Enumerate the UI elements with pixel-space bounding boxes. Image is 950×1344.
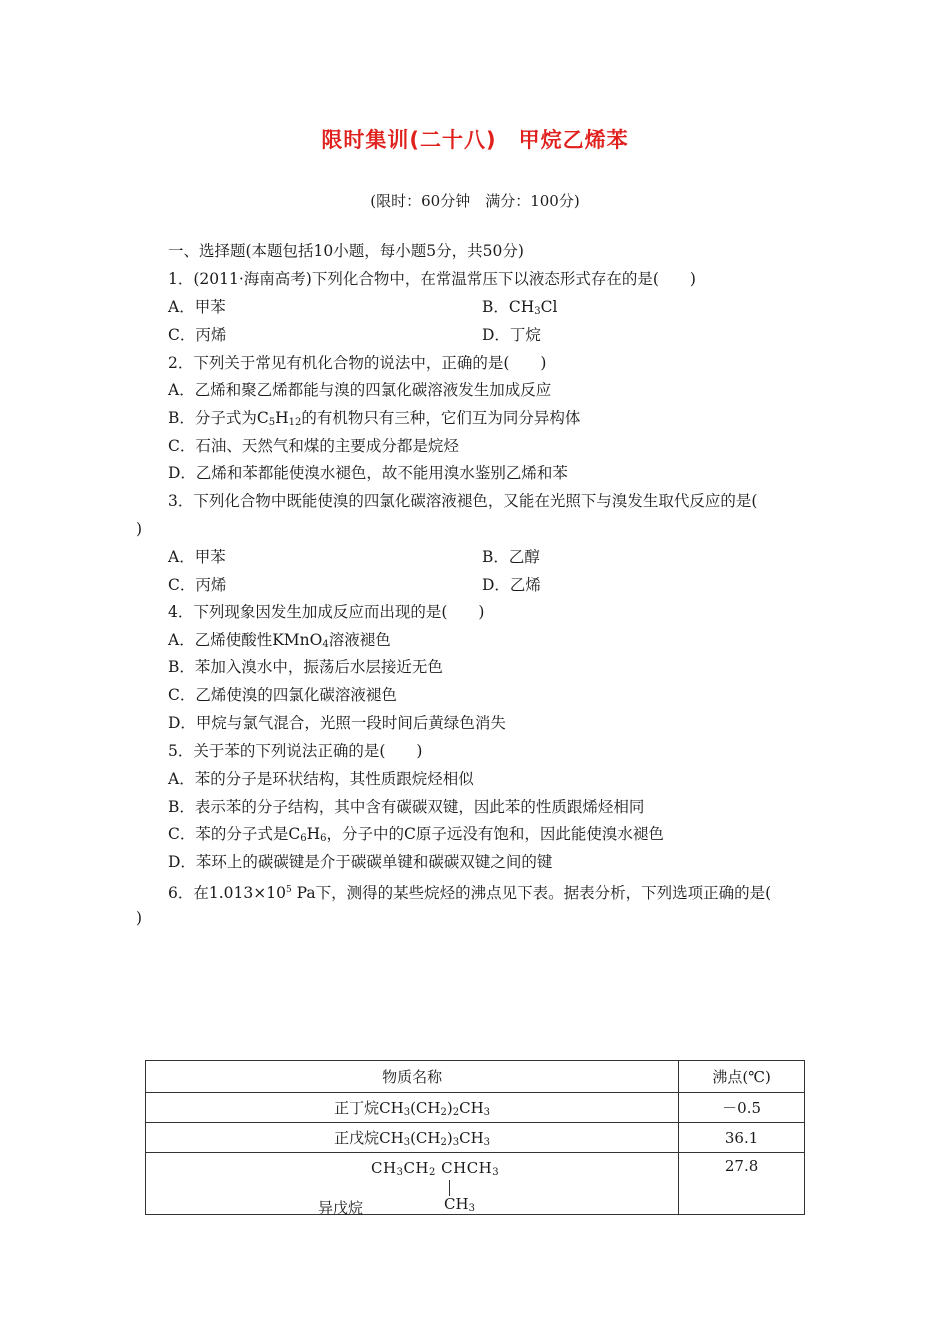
time-score-info: (限时：60分钟 满分：100分) (370, 192, 580, 210)
question-6-stem: 6．在$1.013\times 10^5$ Pa下，测得的某些烷烃的沸点见下表。据表分析，下列选项正确的是( (168, 884, 772, 902)
compound-name: 正丁烷$CH_3(CH_2)_2CH_3$ (146, 1093, 679, 1123)
q2-option-b: B．分子式为$C_5H_{12}$的有机物只有三种，它们互为同分异构体 (168, 409, 581, 428)
q5-option-d: D．苯环上的碳碳键是介于碳碳单键和碳碳双键之间的键 (168, 853, 553, 871)
compound-name: 异戊烷 (318, 1199, 364, 1217)
boiling-point: 36.1 (679, 1123, 805, 1153)
q3-option-c: C．丙烯 (168, 576, 227, 594)
table-header-bp: 沸点(℃) (679, 1061, 805, 1093)
question-2-stem: 2．下列关于常见有机化合物的说法中，正确的是( ) (168, 354, 547, 372)
q3-option-b: B．乙醇 (482, 548, 540, 566)
q3-option-d: D．乙烯 (482, 576, 541, 594)
page-title: 限时集训(二十八) 甲烷乙烯苯 (321, 128, 629, 152)
q2-option-a: A．乙烯和聚乙烯都能与溴的四氯化碳溶液发生加成反应 (168, 381, 552, 399)
boiling-point: －0.5 (679, 1093, 805, 1123)
question-5-stem: 5．关于苯的下列说法正确的是( ) (168, 742, 423, 760)
q1-option-a: A．甲苯 (168, 298, 226, 316)
question-6-stem-cont: ) (136, 909, 143, 927)
boiling-point-table (145, 1060, 805, 1215)
section-heading: 一、选择题(本题包括10小题，每小题5分，共50分) (168, 242, 524, 260)
q4-option-d: D．甲烷与氯气混合，光照一段时间后黄绿色消失 (168, 714, 506, 732)
q5-option-b: B．表示苯的分子结构，其中含有碳碳双键，因此苯的性质跟烯烃相同 (168, 798, 645, 816)
q3-option-a: A．甲苯 (168, 548, 226, 566)
q4-option-a: A．乙烯使酸性KMnO$_4$溶液褪色 (168, 631, 391, 650)
table-row (146, 1123, 805, 1153)
table-row (146, 1153, 805, 1215)
structural-formula-main: $CH_3CH_2$ $CHCH_3$ (371, 1159, 500, 1178)
q1-option-b: B．$CH_3Cl$ (482, 298, 558, 317)
q5-option-a: A．苯的分子是环状结构，其性质跟烷烃相似 (168, 770, 474, 788)
question-1-stem: 1．(2011·海南高考)下列化合物中，在常温常压下以液态形式存在的是( ) (168, 270, 696, 288)
isopentane-structure-cell (146, 1153, 679, 1215)
question-4-stem: 4．下列现象因发生加成反应而出现的是( ) (168, 603, 485, 621)
bond-line (449, 1180, 450, 1196)
q4-option-b: B．苯加入溴水中，振荡后水层接近无色 (168, 658, 443, 676)
question-3-stem-cont: ) (136, 520, 143, 538)
table-row (146, 1093, 805, 1123)
structural-formula-branch: $CH_3$ (444, 1195, 475, 1214)
table-header-name: 物质名称 (146, 1061, 679, 1093)
compound-name: 正戊烷$CH_3(CH_2)_3CH_3$ (146, 1123, 679, 1153)
question-3-stem: 3．下列化合物中既能使溴的四氯化碳溶液褪色，又能在光照下与溴发生取代反应的是( (168, 492, 758, 510)
q1-option-d: D．丁烷 (482, 326, 541, 344)
boiling-point: 27.8 (679, 1153, 805, 1215)
q5-option-c: C．苯的分子式是$C_6H_6$，分子中的C原子远没有饱和，因此能使溴水褪色 (168, 825, 664, 844)
q2-option-c: C．石油、天然气和煤的主要成分都是烷烃 (168, 437, 459, 455)
q1-option-c: C．丙烯 (168, 326, 227, 344)
q4-option-c: C．乙烯使溴的四氯化碳溶液褪色 (168, 686, 397, 704)
q2-option-d: D．乙烯和苯都能使溴水褪色，故不能用溴水鉴别乙烯和苯 (168, 464, 568, 482)
